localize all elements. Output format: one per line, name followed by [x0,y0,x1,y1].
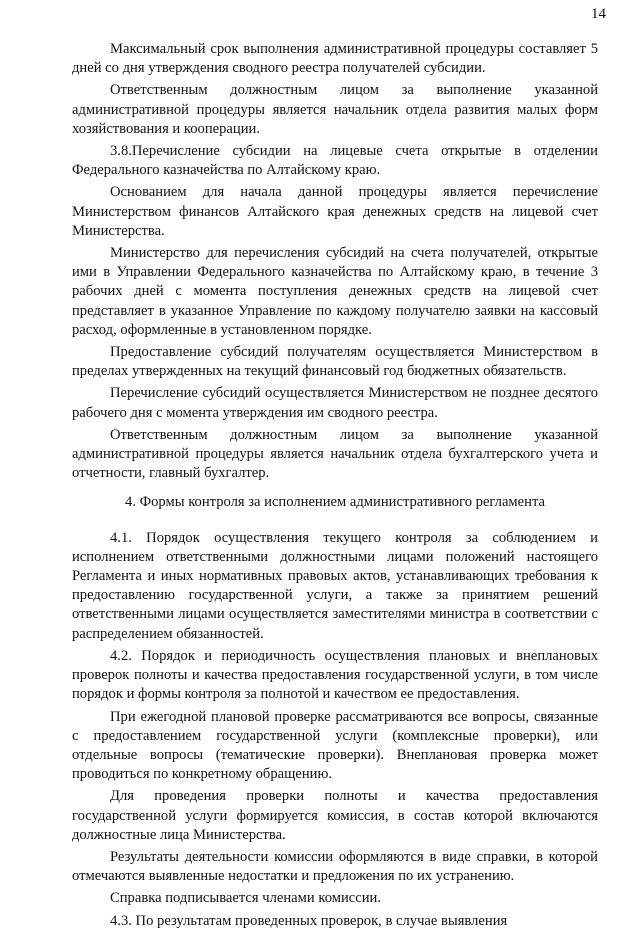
paragraph: При ежегодной плановой проверке рассматриваются все вопросы, связанные с предоставлением государственной услуги (комплексные проверки), или отдельные вопросы (тематические проверки). Внеплановая проверка может проводиться по конкретному обращению. [72,708,598,783]
paragraph: Перечисление субсидий осуществляется Министерством не позднее десятого рабочего дня с момента утверждения им сводного реестра. [72,385,598,421]
paragraph: Основанием для начала данной процедуры является перечисление Министерством финансов Алтайского края денежных средств на лицевой счет Министерства. [72,184,598,239]
paragraph: Предоставление субсидий получателям осуществляется Министерством в пределах утвержденных на текущий финансовый год бюджетных обязательств. [72,344,598,380]
paragraph: Для проведения проверки полноты и качества предоставления государственной услуги формируется комиссия, в состав которой включаются должностные лица Министерства. [72,788,598,843]
document-body [72,40,598,934]
paragraph: Министерство для перечисления субсидий на счета получателей, открытые ими в Управлении Федерального казначейства по Алтайскому краю, в течение 3 рабочих дней с момента поступления денежных средств на лицевой счет представляет в указанное Управление по каждому получателю заявки на кассовый расход, оформленные в установленном порядке. [72,245,598,338]
paragraph: 4.1. Порядок осуществления текущего контроля за соблюдением и исполнением ответственными должностными лицами положений настоящего Регламента и иных нормативных правовых актов, устанавливающих требования к предоставлению государственной услуги, а также за принятием решений ответственными лицами осуществляется заместителями министра в соответствии с распределением обязанностей. [72,529,598,642]
paragraph: 4.2. Порядок и периодичность осуществления плановых и внеплановых проверок полноты и качества предоставления государственной услуги, в том числе порядок и формы контроля за полнотой и качеством ее предоставления. [72,647,598,703]
paragraph: Результаты деятельности комиссии оформляются в виде справки, в которой отмечаются выявленные недостатки и предложения по их устранению. [72,848,598,885]
page-number: 14 [591,6,606,22]
paragraph: Ответственным должностным лицом за выполнение указанной административной процедуры является начальник отдела развития малых форм хозяйствования и кооперации. [72,82,598,137]
paragraph: 3.8.Перечисление субсидии на лицевые счета открытые в отделении Федерального казначейства по Алтайскому краю. [72,143,598,179]
section-heading: 4. Формы контроля за исполнением административного регламента [125,494,545,511]
paragraph: Справка подписывается членами комиссии. [110,890,381,907]
paragraph: 4.3. По результатам проведенных проверок, в случае выявления [110,912,508,929]
paragraph: Ответственным должностным лицом за выполнение указанной административной процедуры является начальник отдела бухгалтерского учета и отчетности, главный бухгалтер. [72,426,598,482]
paragraph: Максимальный срок выполнения административной процедуры составляет 5 дней со дня утверждения сводного реестра получателей субсидии. [72,41,598,77]
